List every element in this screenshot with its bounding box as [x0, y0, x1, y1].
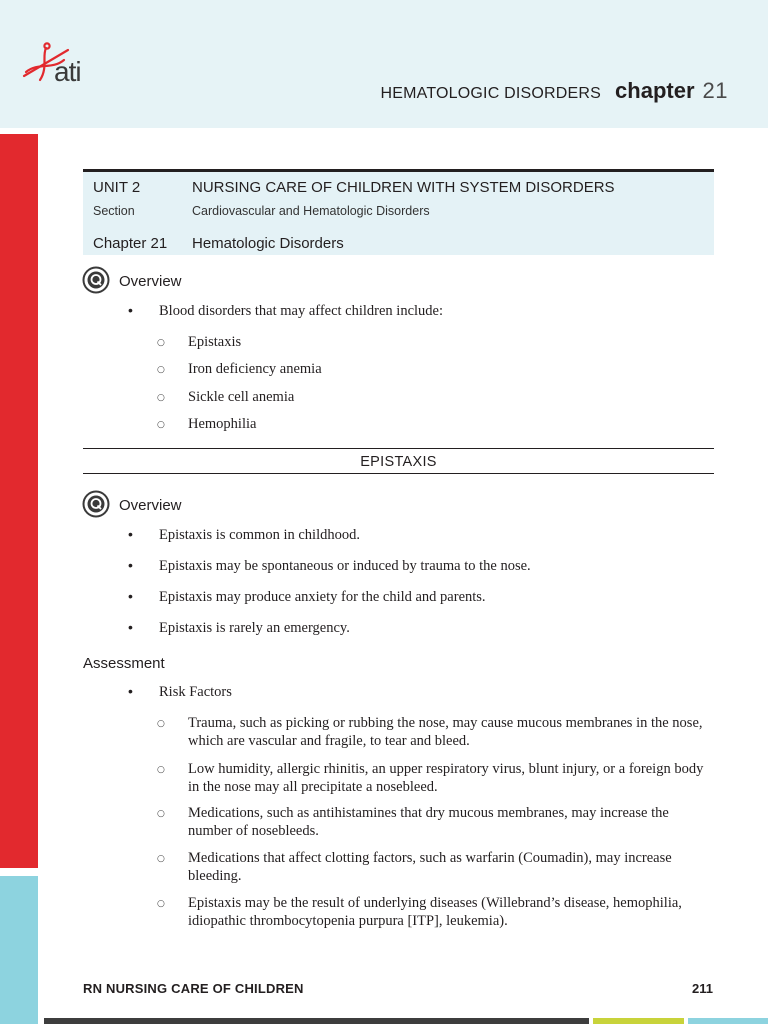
footer-title: RN NURSING CARE OF CHILDREN: [83, 981, 304, 996]
section-row: [93, 204, 430, 218]
brand-name: ati: [54, 56, 81, 87]
footer-bar-dark: [44, 1018, 589, 1024]
page-header: [0, 0, 768, 128]
unit-label: UNIT 2: [93, 179, 141, 196]
footer-bar-teal: [688, 1018, 768, 1024]
overview-icon: [82, 266, 110, 294]
chapter-number: 21: [702, 78, 728, 103]
unit-info-box: [83, 169, 714, 255]
list-item: • Epistaxis may be spontaneous or induced by trauma to the nose.: [159, 558, 531, 575]
list-item: ○ Low humidity, allergic rhinitis, an upper respiratory virus, blunt injury, or a foreign body in the nose may all precipitate a nosebleed.: [188, 761, 708, 796]
section-title: Cardiovascular and Hematologic Disorders: [192, 204, 430, 218]
chapter-title: Hematologic Disorders: [192, 235, 344, 252]
chapter-label: Chapter 21: [93, 235, 168, 252]
unit-row: [93, 179, 615, 196]
unit-title: NURSING CARE OF CHILDREN WITH SYSTEM DISORDERS: [192, 179, 615, 196]
chapter-topic: HEMATOLOGIC DISORDERS: [380, 85, 602, 102]
assessment-heading: Assessment: [83, 655, 165, 672]
page-number: 211: [692, 981, 713, 996]
list-item: ○ Hemophilia: [188, 416, 708, 434]
section-heading-epistaxis: EPISTAXIS: [360, 454, 437, 470]
list-item: ○ Epistaxis: [188, 334, 708, 352]
footer-bar-lime: [593, 1018, 684, 1024]
overview-icon: [82, 490, 110, 518]
side-bar-blue: [0, 876, 38, 1024]
divider: [83, 448, 714, 449]
list-item: ○ Epistaxis may be the result of underlying diseases (Willebrand’s disease, hemophilia, idiopathic thrombocytopenia purpura [ITP], leukemia).: [188, 895, 708, 930]
list-item: ○ Trauma, such as picking or rubbing the nose, may cause mucous membranes in the nose, which are vascular and fragile, to tear and bleed.: [188, 715, 708, 750]
list-item: ○ Medications that affect clotting factors, such as warfarin (Coumadin), may increase bleeding.: [188, 850, 708, 885]
chapter-word: chapter: [615, 78, 695, 103]
overview-heading: Overview: [119, 497, 182, 514]
list-item: • Blood disorders that may affect children include:: [159, 303, 443, 320]
list-item: • Risk Factors: [159, 684, 232, 701]
list-item: • Epistaxis may produce anxiety for the child and parents.: [159, 589, 486, 606]
chapter-row: [93, 235, 344, 252]
list-item: ○ Sickle cell anemia: [188, 389, 708, 407]
divider: [83, 473, 714, 474]
side-bar-red: [0, 134, 38, 868]
chapter-heading: [381, 78, 729, 104]
overview-heading: Overview: [119, 273, 182, 290]
list-item: • Epistaxis is rarely an emergency.: [159, 620, 350, 637]
list-item: ○ Medications, such as antihistamines that dry mucous membranes, may increase the number of nosebleeds.: [188, 805, 708, 840]
section-label: Section: [93, 204, 135, 218]
list-item: • Epistaxis is common in childhood.: [159, 527, 360, 544]
list-item: ○ Iron deficiency anemia: [188, 361, 708, 379]
